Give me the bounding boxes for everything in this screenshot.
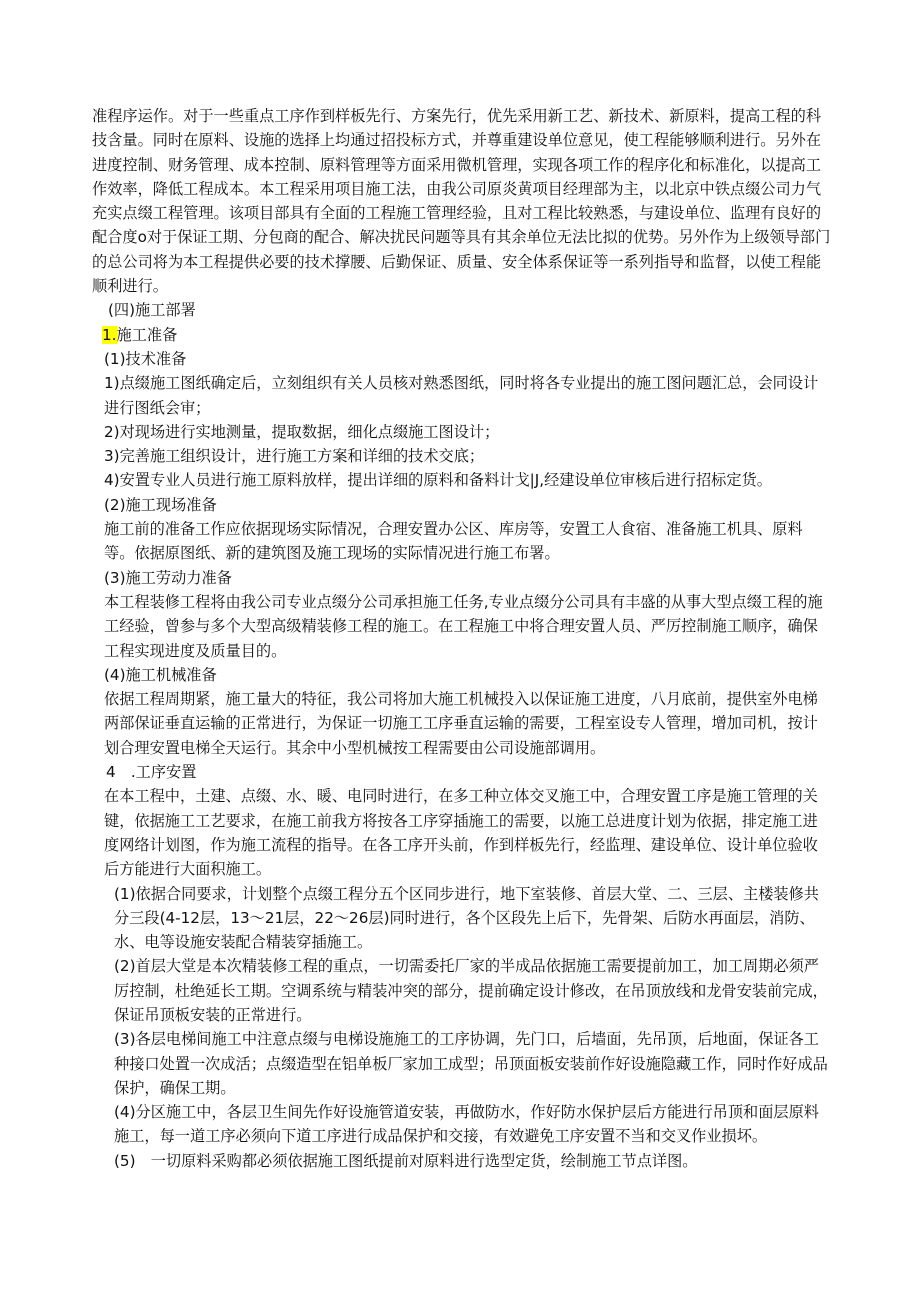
list-item: 2)对现场进行实地测量，提取数据，细化点缀施工图设计； [104,422,500,441]
list-item: (4)分区施工中，各层卫生间先作好设施管道安装，再做防水，作好防水保护层后方能进行吊顶和面层原料施工，每一道工序必须向下道工序进行成品保护和交接，有效避免工序安置不当和交叉作业损坏。 [114,1103,819,1146]
subheading-labor-prep: (3)施工劳动力准备 [104,568,232,587]
document-page [92,104,832,1173]
subheading-site-prep: (2)施工现场准备 [104,495,217,514]
subheading-process-arrangement: 4 .工序安置 [106,763,197,782]
list-item: (5) 一切原料采购都必须依据施工图纸提前对原料进行选型定货，绘制施工节点详图。 [114,1151,698,1170]
list-item: 4)安置专业人员进行施工原料放样，提出详细的原料和备料计戈|J,经建设单位审核后进行招标定货。 [104,471,772,490]
body-paragraph: 本工程装修工程将由我公司专业点缀分公司承担施工任务,专业点缀分公司具有丰盛的从事大型点缀工程的施工经验，曾参与多个大型高级精装修工程的施工。在工程施工中将合理安置人员、严厉控制施工顺序，确保工程实现进度及质量目的。 [104,592,823,660]
subheading-machinery-prep: (4)施工机械准备 [104,665,217,684]
list-item: 1)点缀施工图纸确定后，立刻组织有关人员核对熟悉图纸，同时将各专业提出的施工图问题汇总，会同设计进行图纸会审； [104,374,819,417]
list-item: 3)完善施工组织设计，进行施工方案和详细的技术交底； [104,447,485,466]
subheading-tech-prep: (1)技术准备 [104,349,187,368]
body-paragraph: 施工前的准备工作应依据现场实际情况，合理安置办公区、库房等，安置工人食宿、准备施工机具、原料等。依据原图纸、新的建筑图及施工现场的实际情况进行施工布署。 [104,520,803,563]
body-paragraph: 依据工程周期紧，施工量大的特征，我公司将加大施工机械投入以保证施工进度，八月底前，提供室外电梯两部保证垂直运输的正常进行，为保证一切施工工序垂直运输的需要，工程室设专人管理，增加司机，按计划合理安置电梯全天运行。其余中小型机械按工程需要由公司设施部调用。 [104,690,818,757]
section-heading-preparation [92,323,832,347]
section-heading-deployment: (四)施工部署 [108,301,196,320]
section-title: 施工准备 [116,325,178,344]
list-item: (2)首层大堂是本次精装修工程的重点，一切需委托厂家的半成品依据施工需要提前加工，加工周期必须严厉控制，杜绝延长工期。空调系统与精装冲突的部分，提前确定设计修改，在吊顶放线和龙骨安装前完成，保证吊顶板安装的正常进行。 [114,957,828,1024]
body-paragraph: 在本工程中，土建、点缀、水、暖、电同时进行，在多工种立体交叉施工中，合理安置工序是施工管理的关键，依据施工工艺要求，在施工前我方将按各工序穿插施工的需要，以施工总进度计划为依据，排定施工进度网络计划图，作为施工流程的指导。在各工序开头前，作到样板先行，经监理、建设单位、设计单位验收后方能进行大面积施工。 [104,787,818,879]
list-item: (1)依据合同要求，计划整个点缀工程分五个区同步进行，地下室装修、首层大堂、二、三层、主楼装修共分三段(4-12层，13〜21层，22〜26层)同时进行，各个区段先上后下，先骨架、后防水再面层，消防、水、电等设施安装配合精装穿插施工。 [114,884,819,952]
list-item: (3)各层电梯间施工中注意点缀与电梯设施施工的工序协调，先门口，后墙面，先吊顶，后地面，保证各工种接口处置一次成活；点缀造型在铝单板厂家加工成型；吊顶面板安装前作好设施隐藏工作，同时作好成品保护，确保工期。 [114,1030,828,1097]
section-number-highlight: 1. [102,325,117,344]
intro-paragraph: 准程序运作。对于一些重点工序作到样板先行、方案先行，优先采用新工艺、新技术、新原料，提高工程的科技含量。同时在原料、设施的选择上均通过招投标方式，并尊重建设单位意见，使工程能够顺利进行。另外在进度控制、财务管理、成本控制、原料管理等方面采用微机管理，实现各项工作的程序化和标准化，以提高工作效率，降低工程成本。本工程采用项目施工法，由我公司原炎黄项目经理部为主，以北京中铁点缀公司力气充实点缀工程管理。该项目部具有全面的工程施工管理经验，且对工程比较熟悉，与建设单位、监理有良好的配合度o对于保证工期、分包商的配合、解决扰民问题等具有其余单位无法比拟的优势。另外作为上级领导部门的总公司将为本工程提供必要的技术撑腰、后勤保证、质量、安全体系保证等一系列指导和监督，以使工程能顺利进行。 [92,107,831,296]
